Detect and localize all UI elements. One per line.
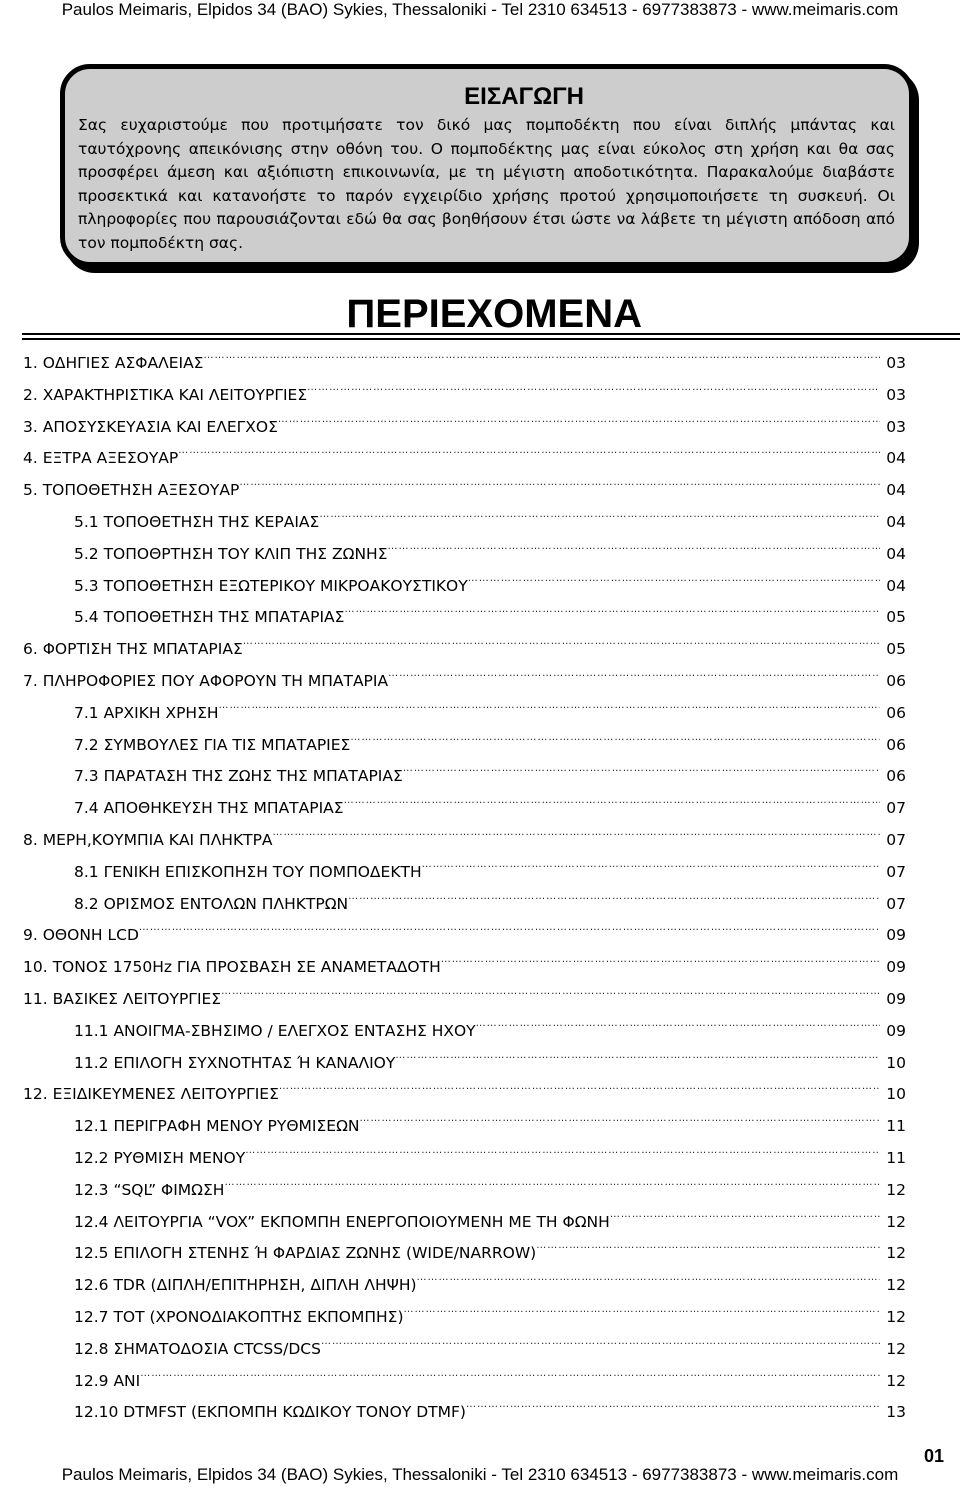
- toc-leader-dots: [422, 859, 880, 877]
- toc-entry-page: 12: [886, 1181, 906, 1199]
- toc-leader-dots: [321, 1336, 880, 1354]
- toc-entry-page: 09: [886, 1022, 906, 1040]
- toc-entry-page: 13: [886, 1403, 906, 1421]
- toc-entry-page: 07: [886, 863, 906, 881]
- toc-entry-page: 04: [886, 449, 906, 467]
- toc-entry-label: 4. ΕΞΤΡΑ ΑΞΕΣΟΥΑΡ: [23, 449, 179, 467]
- toc-entry-page: 10: [886, 1085, 906, 1103]
- toc-entry: [23, 922, 906, 946]
- toc-entry: [74, 509, 906, 533]
- toc-entry: [23, 1081, 906, 1105]
- page-footer: Paulos Meimaris, Elpidos 34 (BAO) Sykies, Thessaloniki - Tel 2310 634513 - 6977383873 - www.meimaris.com: [61, 1465, 899, 1484]
- toc-leader-dots: [403, 763, 880, 781]
- toc-entry-page: 04: [886, 481, 906, 499]
- toc-leader-dots: [224, 1177, 880, 1195]
- toc-entry-page: 11: [886, 1117, 906, 1135]
- toc-entry: [23, 827, 906, 851]
- toc-entry-page: 06: [886, 672, 906, 690]
- toc-entry: [23, 477, 906, 501]
- toc-entry: [74, 541, 906, 565]
- toc-entry-label: 8.1 ΓΕΝΙΚΗ ΕΠΙΣΚΟΠΗΣΗ ΤΟΥ ΠΟΜΠΟΔΕΚΤΗ: [74, 863, 422, 881]
- toc-leader-dots: [610, 1209, 880, 1227]
- toc-entry-label: 11. ΒΑΣΙΚΕΣ ΛΕΙΤΟΥΡΓΙΕΣ: [23, 990, 222, 1008]
- toc-leader-dots: [221, 986, 880, 1004]
- toc-leader-dots: [404, 1304, 881, 1322]
- toc-entry-page: 12: [886, 1244, 906, 1262]
- toc-leader-dots: [441, 954, 880, 972]
- toc-entry: [74, 1209, 906, 1233]
- toc-entry: [74, 1018, 906, 1042]
- toc-entry-label: 6. ΦΟΡΤΙΣΗ ΤΗΣ ΜΠΑΤΑΡΙΑΣ: [23, 640, 243, 658]
- toc-entry-label: 12.6 TDR (ΔΙΠΛΗ/ΕΠΙΤΗΡΗΣΗ, ΔΙΠΛΗ ΛΗΨΗ): [74, 1276, 417, 1294]
- toc-entry-page: 12: [886, 1340, 906, 1358]
- toc-entry-label: 7.3 ΠΑΡΑΤΑΣΗ ΤΗΣ ΖΩΗΣ ΤΗΣ ΜΠΑΤΑΡΙΑΣ: [74, 767, 403, 785]
- toc-entry-label: 9. ΟΘΟΝΗ LCD: [23, 926, 139, 944]
- intro-title: ΕΙΣΑΓΩΓΗ: [464, 83, 584, 110]
- toc-entry: [23, 445, 906, 469]
- toc-entry-page: 07: [886, 831, 906, 849]
- toc-leader-dots: [139, 922, 880, 940]
- toc-entry-label: 5.4 ΤΟΠΟΘΕΤΗΣΗ ΤΗΣ ΜΠΑΤΑΡΙΑΣ: [74, 608, 345, 626]
- toc-leader-dots: [307, 382, 880, 400]
- toc-entry-page: 04: [886, 545, 906, 563]
- toc-entry-label: 12.2 ΡΥΘΜΙΣΗ ΜΕΝΟΥ: [74, 1149, 246, 1167]
- toc-entry-page: 04: [886, 577, 906, 595]
- toc-entry: [74, 1240, 906, 1264]
- toc-entry-page: 03: [886, 386, 906, 404]
- toc-entry-page: 10: [886, 1054, 906, 1072]
- toc-entry-page: 09: [886, 990, 906, 1008]
- toc-entry-label: 12.7 TOT (ΧΡΟΝΟΔΙΑΚΟΠΤΗΣ ΕΚΠΟΜΠΗΣ): [74, 1308, 404, 1326]
- toc-leader-dots: [245, 1145, 880, 1163]
- toc-entry-label: 12.1 ΠΕΡΙΓΡΑΦΗ ΜΕΝΟΥ ΡΥΘΜΙΣΕΩΝ: [74, 1117, 360, 1135]
- toc-entry: [23, 636, 906, 660]
- toc-entry-page: 06: [886, 704, 906, 722]
- toc-entry-page: 06: [886, 736, 906, 754]
- toc-leader-dots: [476, 1018, 880, 1036]
- toc-entry-label: 5. ΤΟΠΟΘΕΤΗΣΗ ΑΞΕΣΟΥΑΡ: [23, 481, 240, 499]
- toc-leader-dots: [278, 414, 880, 432]
- toc-leader-dots: [388, 668, 880, 686]
- toc-leader-dots: [348, 891, 880, 909]
- toc-entry-label: 7. ΠΛΗΡΟΦΟΡΙΕΣ ΠΟΥ ΑΦΟΡΟΥΝ ΤΗ ΜΠΑΤΑΡΙΑ: [23, 672, 389, 690]
- toc-entry: [74, 1368, 906, 1392]
- toc-leader-dots: [395, 1050, 880, 1068]
- toc-title: ΠΕΡΙΕΧΟΜΕΝΑ: [346, 292, 642, 336]
- toc-entry-page: 07: [886, 895, 906, 913]
- toc-entry-page: 09: [886, 958, 906, 976]
- page-number: 01: [923, 1446, 944, 1466]
- toc-leader-dots: [203, 350, 880, 368]
- toc-entry: [74, 573, 906, 597]
- toc-entry-page: 09: [886, 926, 906, 944]
- toc-divider: [22, 333, 960, 340]
- toc-leader-dots: [344, 795, 880, 813]
- toc-leader-dots: [319, 509, 880, 527]
- toc-entry: [74, 1145, 906, 1169]
- toc-entry-page: 11: [886, 1149, 906, 1167]
- toc-entry-label: 8.2 ΟΡΙΣΜΟΣ ΕΝΤΟΛΩΝ ΠΛΗΚΤΡΩΝ: [74, 895, 349, 913]
- toc-entry-label: 7.2 ΣΥΜΒΟΥΛΕΣ ΓΙΑ ΤΙΣ ΜΠΑΤΑΡΙΕΣ: [74, 736, 351, 754]
- toc-entry: [74, 732, 906, 756]
- toc-entry-label: 11.2 ΕΠΙΛΟΓΗ ΣΥΧΝΟΤΗΤΑΣ Ή ΚΑΝΑΛΙΟΥ: [74, 1054, 396, 1072]
- toc-entry: [74, 891, 906, 915]
- toc-entry-label: 11.1 ΑΝΟΙΓΜΑ-ΣΒΗΣΙΜΟ / ΕΛΕΓΧΟΣ ΕΝΤΑΣΗΣ ΗΧΟΥ: [74, 1022, 476, 1040]
- toc-entry-label: 3. ΑΠΟΣΥΣΚΕΥΑΣΙΑ ΚΑΙ ΕΛΕΓΧΟΣ: [23, 418, 278, 436]
- page-header: Paulos Meimaris, Elpidos 34 (BAO) Sykies, Thessaloniki - Tel 2310 634513 - 6977383873 - www.meimaris.com: [61, 0, 899, 19]
- toc-entry-page: 05: [886, 640, 906, 658]
- toc-leader-dots: [243, 636, 880, 654]
- toc-entry-page: 03: [886, 354, 906, 372]
- toc-leader-dots: [536, 1240, 880, 1258]
- toc-entry: [74, 763, 906, 787]
- toc-leader-dots: [273, 827, 880, 845]
- toc-entry-label: 12.5 ΕΠΙΛΟΓΗ ΣΤΕΝΗΣ Ή ΦΑΡΔΙΑΣ ΖΩΝΗΣ (WIDE/NARROW): [74, 1244, 537, 1262]
- toc-entry: [23, 954, 906, 978]
- toc-entry: [23, 668, 906, 692]
- intro-text: Σας ευχαριστούμε που προτιμήσατε τον δικό μας πομποδέκτη που είναι διπλής μπάντας και ταυτόχρονης απεικόνισης στην οθόνη του. Ο πομποδέκτης μας είναι εύκολος στη χρήση και θα σας προσφέρει άμεση και αξιόπιστη επικοινωνία, με τη μέγιστη αποδοτικότητα. Παρακαλούμε διαβάστε προσεκτικά και κατανοήστε το παρόν εγχειρίδιο χρήσης προτού χρησιμοποιήσετε τη συσκευή. Οι πληροφορίες που παρουσιάζονται εδώ θα σας βοηθήσουν έτσι ώστε να λάβετε τη μέγιστη απόδοση από τον πομποδέκτη σας.: [78, 116, 895, 252]
- toc-entry-label: 12.9 ANI: [74, 1372, 141, 1390]
- toc-leader-dots: [360, 1113, 880, 1131]
- toc-entry-label: 12. ΕΞΙΔΙΚΕΥΜΕΝΕΣ ΛΕΙΤΟΥΡΓΙΕΣ: [23, 1085, 279, 1103]
- toc-entry: [74, 1177, 906, 1201]
- toc-entry-label: 5.2 ΤΟΠΟΘΡΤΗΣΗ ΤΟΥ ΚΛΙΠ ΤΗΣ ΖΩΝΗΣ: [74, 545, 388, 563]
- toc-leader-dots: [279, 1081, 880, 1099]
- toc-entry: [23, 350, 906, 374]
- toc-entry: [74, 1336, 906, 1360]
- toc-entry-label: 7.1 ΑΡΧΙΚΗ ΧΡΗΣΗ: [74, 704, 219, 722]
- toc-entry: [74, 859, 906, 883]
- toc-leader-dots: [178, 445, 880, 463]
- toc-entry: [23, 986, 906, 1010]
- toc-entry-page: 12: [886, 1372, 906, 1390]
- toc-entry-label: 12.3 “SQL” ΦΙΜΩΣΗ: [74, 1181, 225, 1199]
- toc-entry-label: 1. ΟΔΗΓΙΕΣ ΑΣΦΑΛΕΙΑΣ: [23, 354, 204, 372]
- toc-entry: [74, 1272, 906, 1296]
- toc-entry-label: 12.8 ΣΗΜΑΤΟΔΟΣΙΑ CTCSS/DCS: [74, 1340, 321, 1358]
- toc-entry: [74, 1304, 906, 1328]
- toc-entry-page: 12: [886, 1213, 906, 1231]
- toc-entry: [74, 700, 906, 724]
- toc-leader-dots: [344, 604, 880, 622]
- toc-leader-dots: [466, 1399, 880, 1417]
- toc-leader-dots: [417, 1272, 880, 1290]
- toc-entry-page: 12: [886, 1308, 906, 1326]
- toc-entry-page: 12: [886, 1276, 906, 1294]
- toc-entry-label: 8. ΜΕΡΗ,ΚΟΥΜΠΙΑ ΚΑΙ ΠΛΗΚΤΡΑ: [23, 831, 273, 849]
- toc-entry: [23, 382, 906, 406]
- toc-leader-dots: [468, 573, 880, 591]
- toc-entry-label: 7.4 ΑΠΟΘΗΚΕΥΣΗ ΤΗΣ ΜΠΑΤΑΡΙΑΣ: [74, 799, 344, 817]
- toc-entry-label: 5.3 ΤΟΠΟΘΕΤΗΣΗ ΕΞΩΤΕΡΙΚΟΥ ΜΙΚΡΟΑΚΟΥΣΤΙΚΟΥ: [74, 577, 468, 595]
- toc-entry-label: 12.4 ΛΕΙΤΟΥΡΓΙΑ “VOX” ΕΚΠΟΜΠΗ ΕΝΕΡΓΟΠΟΙΟΥΜΕΝΗ ΜΕ ΤΗ ΦΩΝΗ: [74, 1213, 610, 1231]
- toc-leader-dots: [387, 541, 880, 559]
- toc-entry-page: 03: [886, 418, 906, 436]
- toc-entry-label: 12.10 DTMFST (ΕΚΠΟΜΠΗ ΚΩΔΙΚΟΥ ΤΟΝΟΥ DTMF): [74, 1403, 466, 1421]
- toc-entry-label: 5.1 ΤΟΠΟΘΕΤΗΣΗ ΤΗΣ ΚΕΡΑΙΑΣ: [74, 513, 320, 531]
- toc-entry-page: 05: [886, 608, 906, 626]
- toc-entry: [23, 414, 906, 438]
- toc-entry-page: 04: [886, 513, 906, 531]
- toc-entry-label: 2. ΧΑΡΑΚΤΗΡΙΣΤΙΚΑ ΚΑΙ ΛΕΙΤΟΥΡΓΙΕΣ: [23, 386, 308, 404]
- toc-entry-label: 10. ΤΟΝΟΣ 1750Hz ΓΙΑ ΠΡΟΣΒΑΣΗ ΣΕ ΑΝΑΜΕΤΑΔΟΤΗ: [23, 958, 441, 976]
- toc-leader-dots: [140, 1368, 880, 1386]
- toc-leader-dots: [239, 477, 880, 495]
- toc-entry: [74, 795, 906, 819]
- toc-entry: [74, 1050, 906, 1074]
- toc-leader-dots: [219, 700, 880, 718]
- toc-entry: [74, 1399, 906, 1423]
- toc-entry: [74, 604, 906, 628]
- toc-entry: [74, 1113, 906, 1137]
- toc-entry-page: 07: [886, 799, 906, 817]
- toc-entry-page: 06: [886, 767, 906, 785]
- intro-box: [60, 64, 914, 267]
- toc-leader-dots: [350, 732, 880, 750]
